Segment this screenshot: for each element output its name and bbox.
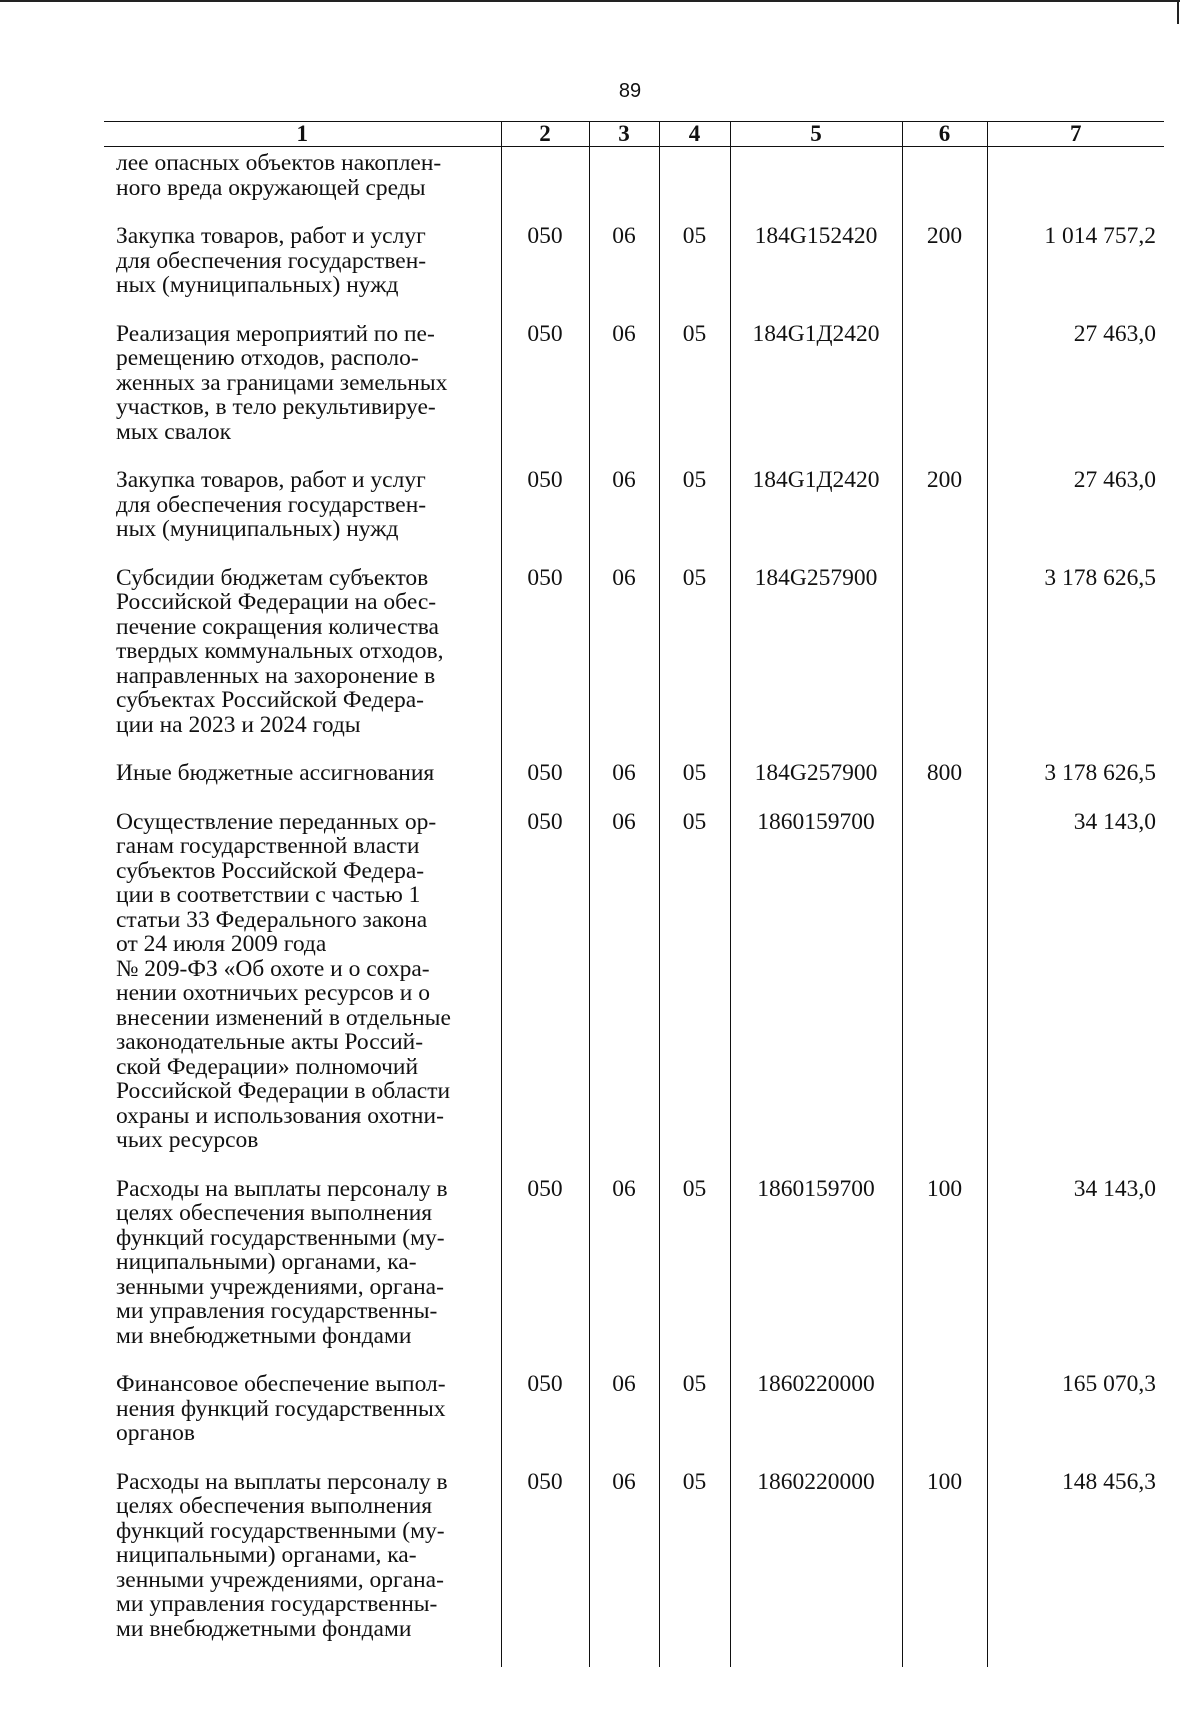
row-target-code: 184G257900 bbox=[730, 751, 902, 800]
row-subsection-code: 05 bbox=[659, 214, 730, 312]
description-line: охраны и использования охотни- bbox=[116, 1102, 444, 1129]
row-amount: 1 014 757,2 bbox=[987, 214, 1164, 312]
row-section-code: 06 bbox=[589, 1167, 659, 1363]
description-line: Закупка товаров, работ и услуг bbox=[116, 467, 426, 493]
row-expense-type bbox=[902, 147, 987, 215]
description-line: участков, в тело рекультивируе- bbox=[116, 394, 436, 420]
description-line: законодательные акты Россий- bbox=[116, 1029, 424, 1055]
header-col-3: 3 bbox=[589, 122, 659, 147]
description-line: ми внебюджетными фондами bbox=[116, 1615, 412, 1642]
header-col-1: 1 bbox=[104, 122, 501, 147]
description-line: внесении изменений в отдельные bbox=[116, 1004, 451, 1031]
row-expense-type: 200 bbox=[902, 458, 987, 556]
table-row bbox=[104, 1362, 1164, 1460]
row-section-code bbox=[589, 147, 659, 215]
row-subsection-code: 05 bbox=[659, 1460, 730, 1656]
row-section-code: 06 bbox=[589, 800, 659, 1167]
table-row bbox=[104, 751, 1164, 800]
row-description bbox=[104, 1460, 501, 1656]
description-line: ции на 2023 и 2024 годы bbox=[116, 711, 361, 738]
header-col-5: 5 bbox=[730, 122, 902, 147]
row-subsection-code: 05 bbox=[659, 556, 730, 752]
description-line: Российской Федерации на обес- bbox=[116, 589, 437, 615]
row-amount: 3 178 626,5 bbox=[987, 556, 1164, 752]
table-row bbox=[104, 458, 1164, 556]
description-line: мых свалок bbox=[116, 418, 232, 445]
row-amount: 148 456,3 bbox=[987, 1460, 1164, 1656]
description-line: для обеспечения государствен- bbox=[116, 491, 427, 518]
description-line: зенными учреждениями, органа- bbox=[116, 1566, 444, 1593]
row-subsection-code: 05 bbox=[659, 458, 730, 556]
row-admin-code: 050 bbox=[501, 458, 589, 556]
description-line: целях обеспечения выполнения bbox=[116, 1493, 433, 1519]
spacer-cell bbox=[730, 1655, 902, 1667]
description-line: Российской Федерации в области bbox=[116, 1078, 451, 1104]
row-section-code: 06 bbox=[589, 556, 659, 752]
row-section-code: 06 bbox=[589, 458, 659, 556]
description-line: нения функций государственных bbox=[116, 1395, 446, 1422]
spacer-cell bbox=[589, 1655, 659, 1667]
description-line: женных за границами земельных bbox=[116, 369, 448, 396]
page-number: 89 bbox=[618, 80, 642, 102]
spacer-cell bbox=[987, 1655, 1164, 1667]
description-line: нении охотничьих ресурсов и о bbox=[116, 980, 430, 1006]
description-line: для обеспечения государствен- bbox=[116, 247, 427, 274]
row-description bbox=[104, 312, 501, 459]
header-col-4: 4 bbox=[659, 122, 730, 147]
description-line: № 209-ФЗ «Об охоте и о сохра- bbox=[116, 955, 430, 982]
description-line: ми внебюджетными фондами bbox=[116, 1322, 412, 1349]
row-section-code: 06 bbox=[589, 1460, 659, 1656]
row-section-code: 06 bbox=[589, 312, 659, 459]
description-line: функций государственными (му- bbox=[116, 1224, 445, 1251]
row-admin-code: 050 bbox=[501, 312, 589, 459]
row-expense-type bbox=[902, 1362, 987, 1460]
table-row bbox=[104, 214, 1164, 312]
description-line: ных (муниципальных) нужд bbox=[116, 516, 399, 542]
table-row bbox=[104, 1460, 1164, 1656]
row-section-code: 06 bbox=[589, 214, 659, 312]
description-line: ганам государственной власти bbox=[116, 833, 420, 859]
description-line: ремещению отходов, располо- bbox=[116, 345, 419, 371]
description-line: Финансовое обеспечение выпол- bbox=[116, 1371, 446, 1397]
spacer-cell bbox=[659, 1655, 730, 1667]
row-expense-type bbox=[902, 800, 987, 1167]
row-amount bbox=[987, 147, 1164, 215]
row-description bbox=[104, 556, 501, 752]
row-section-code: 06 bbox=[589, 1362, 659, 1460]
row-description bbox=[104, 1167, 501, 1363]
budget-table bbox=[104, 121, 1164, 1667]
row-expense-type bbox=[902, 312, 987, 459]
description-line: Закупка товаров, работ и услуг bbox=[116, 223, 426, 249]
description-line: субъектах Российской Федера- bbox=[116, 687, 425, 713]
description-line: ми управления государственны- bbox=[116, 1298, 438, 1324]
row-description bbox=[104, 800, 501, 1167]
row-admin-code: 050 bbox=[501, 1167, 589, 1363]
budget-table-container bbox=[104, 121, 1164, 1667]
row-admin-code: 050 bbox=[501, 751, 589, 800]
row-amount: 3 178 626,5 bbox=[987, 751, 1164, 800]
description-line: органов bbox=[116, 1420, 195, 1446]
row-target-code: 184G257900 bbox=[730, 556, 902, 752]
description-line: Расходы на выплаты персоналу в bbox=[116, 1468, 448, 1495]
row-subsection-code: 05 bbox=[659, 312, 730, 459]
row-target-code: 1860159700 bbox=[730, 800, 902, 1167]
spacer-cell bbox=[902, 1655, 987, 1667]
description-line: Осуществление переданных ор- bbox=[116, 808, 437, 835]
description-line: от 24 июля 2009 года bbox=[116, 931, 327, 957]
row-subsection-code: 05 bbox=[659, 1167, 730, 1363]
description-line: функций государственными (му- bbox=[116, 1517, 445, 1544]
row-admin-code: 050 bbox=[501, 1362, 589, 1460]
description-line: твердых коммунальных отходов, bbox=[116, 638, 444, 664]
header-col-6: 6 bbox=[902, 122, 987, 147]
row-admin-code: 050 bbox=[501, 556, 589, 752]
scan-frame-right bbox=[1177, 0, 1179, 24]
row-target-code: 1860159700 bbox=[730, 1167, 902, 1363]
row-description bbox=[104, 458, 501, 556]
description-line: субъектов Российской Федера- bbox=[116, 857, 425, 884]
row-description bbox=[104, 147, 501, 215]
row-subsection-code: 05 bbox=[659, 751, 730, 800]
row-description bbox=[104, 1362, 501, 1460]
row-amount: 34 143,0 bbox=[987, 800, 1164, 1167]
description-line: ции в соответствии с частью 1 bbox=[116, 882, 421, 908]
row-admin-code: 050 bbox=[501, 800, 589, 1167]
row-target-code bbox=[730, 147, 902, 215]
row-target-code: 1860220000 bbox=[730, 1460, 902, 1656]
description-line: ниципальными) органами, ка- bbox=[116, 1542, 417, 1568]
header-col-2: 2 bbox=[501, 122, 589, 147]
row-amount: 34 143,0 bbox=[987, 1167, 1164, 1363]
spacer-cell bbox=[501, 1655, 589, 1667]
table-row bbox=[104, 147, 1164, 215]
row-expense-type: 800 bbox=[902, 751, 987, 800]
description-line: направленных на захоронение в bbox=[116, 662, 436, 689]
description-line: чьих ресурсов bbox=[116, 1127, 259, 1153]
row-amount: 27 463,0 bbox=[987, 312, 1164, 459]
row-section-code: 06 bbox=[589, 751, 659, 800]
row-expense-type: 100 bbox=[902, 1167, 987, 1363]
row-target-code: 1860220000 bbox=[730, 1362, 902, 1460]
table-row bbox=[104, 556, 1164, 752]
description-line: Расходы на выплаты персоналу в bbox=[116, 1175, 448, 1202]
description-line: Субсидии бюджетам субъектов bbox=[116, 564, 429, 591]
row-description bbox=[104, 214, 501, 312]
description-line: целях обеспечения выполнения bbox=[116, 1200, 433, 1226]
table-tail-spacer bbox=[104, 1655, 1164, 1667]
row-subsection-code: 05 bbox=[659, 1362, 730, 1460]
row-subsection-code: 05 bbox=[659, 800, 730, 1167]
table-row bbox=[104, 1167, 1164, 1363]
description-line: печение сокращения количества bbox=[116, 613, 439, 640]
description-line: Реализация мероприятий по пе- bbox=[116, 320, 435, 347]
description-line: ного вреда окружающей среды bbox=[116, 174, 426, 201]
row-target-code: 184G1Д2420 bbox=[730, 312, 902, 459]
description-line: Иные бюджетные ассигнования bbox=[116, 760, 435, 786]
row-amount: 27 463,0 bbox=[987, 458, 1164, 556]
description-line: ниципальными) органами, ка- bbox=[116, 1249, 417, 1275]
row-expense-type bbox=[902, 556, 987, 752]
spacer-cell bbox=[104, 1655, 501, 1667]
row-admin-code bbox=[501, 147, 589, 215]
header-row bbox=[104, 122, 1164, 147]
row-subsection-code bbox=[659, 147, 730, 215]
row-expense-type: 200 bbox=[902, 214, 987, 312]
description-line: ми управления государственны- bbox=[116, 1591, 438, 1617]
row-amount: 165 070,3 bbox=[987, 1362, 1164, 1460]
description-line: статьи 33 Федерального закона bbox=[116, 906, 428, 933]
row-target-code: 184G152420 bbox=[730, 214, 902, 312]
description-line: зенными учреждениями, органа- bbox=[116, 1273, 444, 1300]
row-admin-code: 050 bbox=[501, 214, 589, 312]
row-expense-type: 100 bbox=[902, 1460, 987, 1656]
scan-frame-top bbox=[0, 0, 1180, 2]
description-line: ных (муниципальных) нужд bbox=[116, 272, 399, 298]
table-row bbox=[104, 800, 1164, 1167]
row-description bbox=[104, 751, 501, 800]
row-target-code: 184G1Д2420 bbox=[730, 458, 902, 556]
header-col-7: 7 bbox=[987, 122, 1164, 147]
table-body bbox=[104, 147, 1164, 1668]
description-line: ской Федерации» полномочий bbox=[116, 1053, 419, 1080]
row-admin-code: 050 bbox=[501, 1460, 589, 1656]
description-line: лее опасных объектов накоплен- bbox=[116, 150, 442, 176]
table-row bbox=[104, 312, 1164, 459]
